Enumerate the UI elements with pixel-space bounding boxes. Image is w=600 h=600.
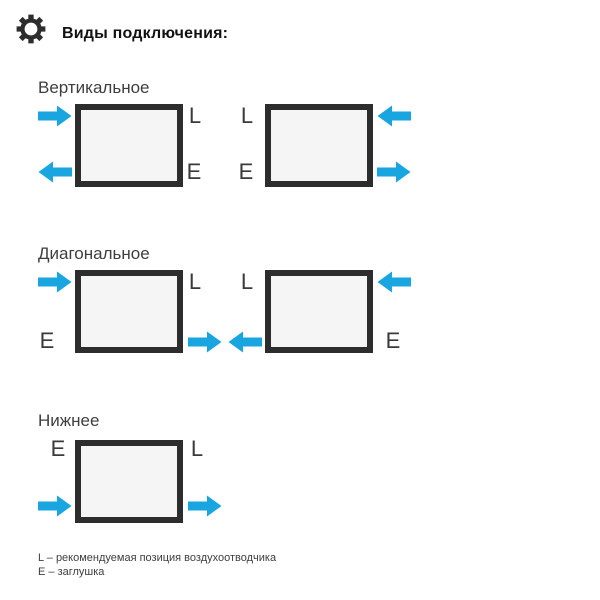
- plug-label: E: [385, 328, 401, 353]
- flow-arrow-right-icon: [188, 331, 222, 353]
- flow-arrow-right-icon: [377, 161, 411, 183]
- radiator-body: [265, 104, 373, 187]
- radiator-body: [75, 104, 183, 187]
- flow-arrow-left-icon: [38, 161, 72, 183]
- radiator-body: [75, 440, 183, 523]
- section-bottom-title: Нижнее: [38, 411, 100, 430]
- flow-arrow-left-icon: [377, 105, 411, 127]
- page-title: Виды подключения:: [62, 25, 229, 42]
- gear-icon: [15, 13, 47, 45]
- plug-label: E: [39, 328, 55, 353]
- air-vent-label: L: [188, 269, 202, 294]
- legend-plug: E – заглушка: [38, 566, 105, 578]
- air-vent-label: L: [188, 103, 202, 128]
- section-vertical-title: Вертикальное: [38, 78, 150, 97]
- flow-arrow-left-icon: [228, 331, 262, 353]
- legend-air-vent: L – рекомендуемая позиция воздухоотводчика: [38, 552, 277, 564]
- plug-label: E: [238, 159, 254, 184]
- flow-arrow-right-icon: [38, 271, 72, 293]
- flow-arrow-right-icon: [38, 105, 72, 127]
- section-diagonal-title: Диагональное: [38, 244, 150, 263]
- flow-arrow-right-icon: [38, 495, 72, 517]
- flow-arrow-left-icon: [377, 271, 411, 293]
- plug-label: E: [186, 159, 202, 184]
- air-vent-label: L: [240, 103, 254, 128]
- air-vent-label: L: [190, 436, 204, 461]
- radiator-body: [75, 270, 183, 353]
- plug-label: E: [50, 436, 66, 461]
- flow-arrow-right-icon: [188, 495, 222, 517]
- radiator-body: [265, 270, 373, 353]
- air-vent-label: L: [240, 269, 254, 294]
